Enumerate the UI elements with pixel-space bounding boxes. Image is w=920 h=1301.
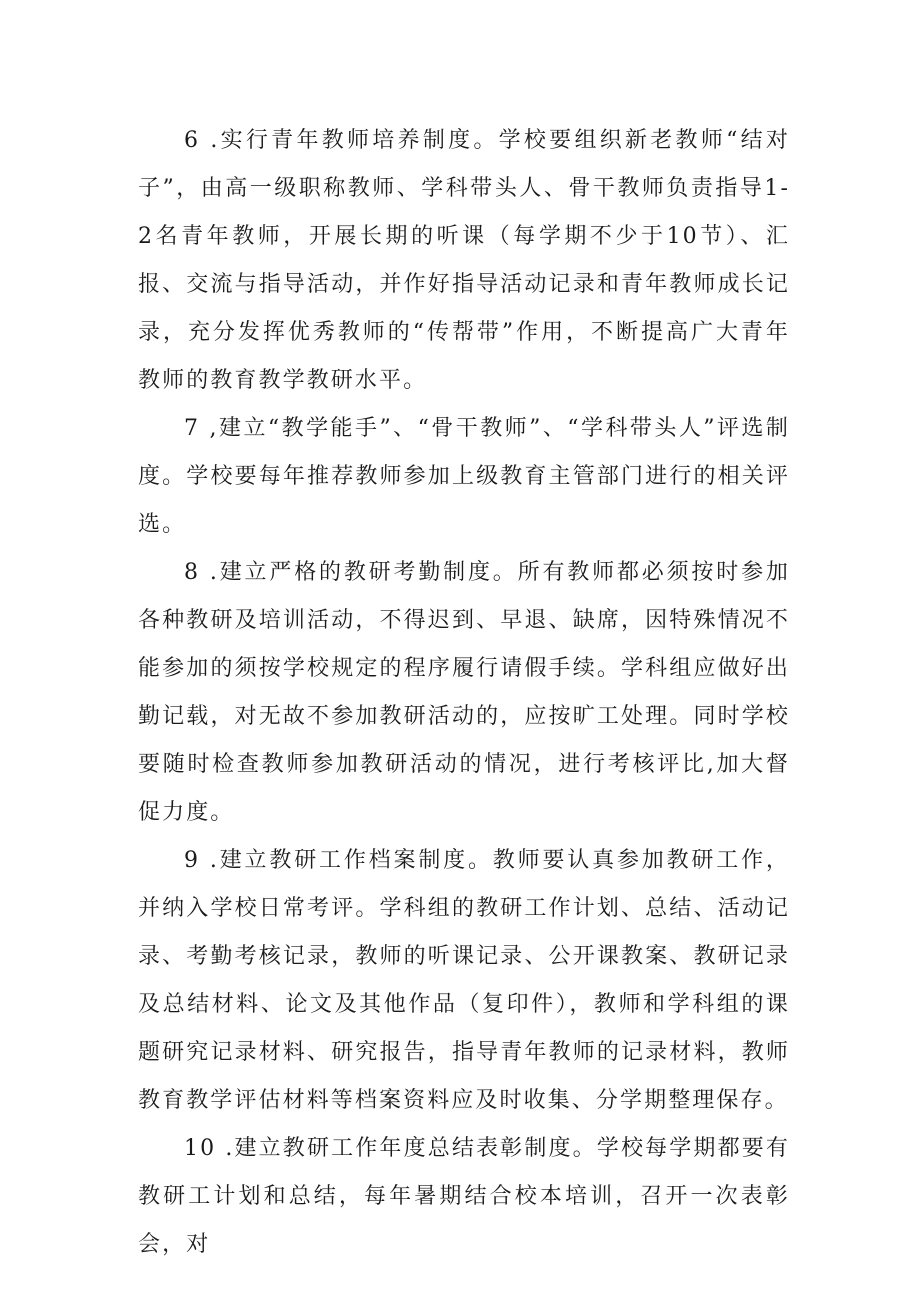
paragraph-6: 6 .实行青年教师培养制度。学校要组织新老教师“结对子”，由高一级职称教师、学科带头人、骨干教师负责指导1-2名青年教师，开展长期的听课（每学期不少于10节）、汇报、交流与指导活动，并作好指导活动记录和青年教师成长记录，充分发挥优秀教师的“传帮带”作用，不断提高广大青年教师的教育教学教研水平。 [138, 128, 790, 393]
paragraph-9: 9 .建立教研工作档案制度。教师要认真参加教研工作，并纳入学校日常考评。学科组的教研工作计划、总结、活动记录、考勤考核记录，教师的听课记录、公开课教案、教研记录及总结材料、论文及其他作品（复印件），教师和学科组的课题研究记录材料、研究报告，指导青年教师的记录材料，教师教育教学评估材料等档案资料应及时收集、分学期整理保存。 [138, 848, 790, 1113]
paragraph-10: 10 .建立教研工作年度总结表彰制度。学校每学期都要有教研工计划和总结，每年暑期结合校本培训，召开一次表彰会，对 [138, 1136, 790, 1257]
paragraph-7: 7 ,建立“教学能手”、“骨干教师”、“学科带头人”评选制度。学校要每年推荐教师参加上级教育主管部门进行的相关评选。 [138, 416, 790, 537]
paragraph-8: 8 .建立严格的教研考勤制度。所有教师都必须按时参加各种教研及培训活动，不得迟到、早退、缺席，因特殊情况不能参加的须按学校规定的程序履行请假手续。学科组应做好出勤记载，对无故不参加教研活动的，应按旷工处理。同时学校要随时检查教师参加教研活动的情况，进行考核评比,加大督促力度。 [138, 560, 790, 825]
document-body [138, 117, 790, 1269]
